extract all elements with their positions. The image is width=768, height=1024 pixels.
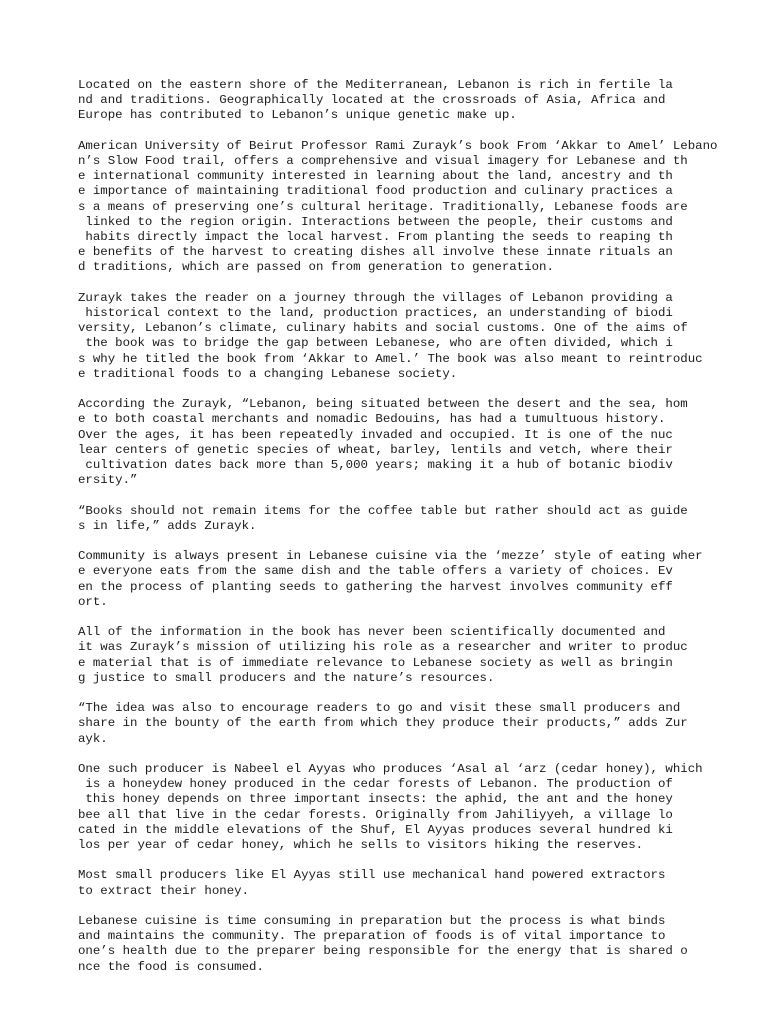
text-line: n’s Slow Food trail, offers a comprehensive and visual imagery for Lebanese and th — [78, 154, 688, 168]
text-line: Europe has contributed to Lebanon’s unique genetic make up. — [78, 108, 517, 123]
text-line: versity, Lebanon’s climate, culinary habits and social customs. One of the aims of — [78, 321, 688, 336]
text-line: e material that is of immediate relevance to Lebanese society as well as bringin — [78, 655, 673, 670]
paragraph — [78, 701, 748, 747]
document-body — [78, 78, 748, 990]
text-line: to extract their honey. — [78, 883, 250, 898]
text-line: d traditions, which are passed on from generation to generation. — [78, 260, 554, 275]
paragraph — [78, 397, 748, 488]
text-line: Over the ages, it has been repeatedly invaded and occupied. It is one of the nuc — [78, 427, 673, 442]
text-line: it was Zurayk’s mission of utilizing his role as a researcher and writer to produc — [78, 640, 688, 655]
text-line: One such producer is Nabeel el Ayyas who produces ‘Asal al ‘arz (cedar honey), which — [78, 762, 703, 777]
text-line: Zurayk takes the reader on a journey through the villages of Lebanon providing a — [78, 290, 673, 305]
text-line: American University of Beirut Professor Rami Zurayk’s book From ‘Akkar to Amel’ Lebano — [78, 138, 718, 153]
text-line: Community is always present in Lebanese cuisine via the ‘mezze’ style of eating wher — [78, 549, 703, 564]
text-line: “The idea was also to encourage readers to go and visit these small producers and — [78, 701, 681, 716]
paragraph — [78, 78, 748, 124]
text-line: Located on the eastern shore of the Mediterranean, Lebanon is rich in fertile la — [78, 78, 673, 92]
text-line: g justice to small producers and the nature’s resources. — [78, 670, 495, 685]
text-line: All of the information in the book has never been scientifically documented and — [78, 625, 666, 640]
text-line: e international community interested in learning about the land, ancestry and th — [78, 169, 673, 184]
text-line: s a means of preserving one’s cultural heritage. Traditionally, Lebanese foods are — [78, 199, 688, 214]
text-line: los per year of cedar honey, which he sells to visitors hiking the reserves. — [78, 838, 644, 853]
text-line: e everyone eats from the same dish and the table offers a variety of choices. Ev — [78, 564, 673, 579]
text-line: en the process of planting seeds to gathering the harvest involves community eff — [78, 579, 673, 594]
text-line: nd and traditions. Geographically located at the crossroads of Asia, Africa and — [78, 93, 666, 108]
paragraph — [78, 139, 748, 276]
text-line: and maintains the community. The preparation of foods is of vital importance to — [78, 929, 666, 944]
paragraph — [78, 762, 748, 853]
text-line: lear centers of genetic species of wheat, barley, lentils and vetch, where their — [78, 442, 673, 457]
text-line: e traditional foods to a changing Lebanese society. — [78, 366, 458, 381]
text-line: one’s health due to the preparer being responsible for the energy that is shared o — [78, 944, 688, 959]
text-line: ersity.” — [78, 473, 138, 488]
paragraph — [78, 868, 748, 898]
text-line: habits directly impact the local harvest. From planting the seeds to reaping th — [78, 230, 673, 245]
paragraph — [78, 549, 748, 610]
paragraph — [78, 504, 748, 534]
text-line: ayk. — [78, 731, 108, 746]
text-line: ort. — [78, 594, 108, 609]
text-line: the book was to bridge the gap between Lebanese, who are often divided, which i — [78, 336, 673, 351]
text-line: share in the bounty of the earth from which they produce their products,” adds Zur — [78, 716, 688, 731]
text-line: Most small producers like El Ayyas still use mechanical hand powered extractors — [78, 868, 666, 883]
text-line: s why he titled the book from ‘Akkar to Amel.’ The book was also meant to reintroduc — [78, 351, 703, 366]
text-line: e importance of maintaining traditional food production and culinary practices a — [78, 184, 673, 199]
paragraph — [78, 914, 748, 975]
text-line: this honey depends on three important insects: the aphid, the ant and the honey — [78, 792, 673, 807]
text-line: cated in the middle elevations of the Shuf, El Ayyas produces several hundred ki — [78, 822, 673, 837]
text-line: e benefits of the harvest to creating dishes all involve these innate rituals an — [78, 245, 673, 260]
text-line: nce the food is consumed. — [78, 959, 264, 974]
text-line: cultivation dates back more than 5,000 years; making it a hub of botanic biodiv — [78, 458, 673, 473]
text-line: bee all that live in the cedar forests. Originally from Jahiliyyeh, a village lo — [78, 807, 673, 822]
text-line: linked to the region origin. Interactions between the people, their customs and — [78, 214, 673, 229]
text-line: is a honeydew honey produced in the cedar forests of Lebanon. The production of — [78, 777, 673, 792]
text-line: “Books should not remain items for the coffee table but rather should act as guide — [78, 503, 688, 518]
text-line: Lebanese cuisine is time consuming in preparation but the process is what binds — [78, 914, 666, 929]
text-line: e to both coastal merchants and nomadic Bedouins, has had a tumultuous history. — [78, 412, 666, 427]
paragraph — [78, 291, 748, 382]
paragraph — [78, 625, 748, 686]
text-line: According the Zurayk, “Lebanon, being situated between the desert and the sea, hom — [78, 397, 688, 412]
text-line: s in life,” adds Zurayk. — [78, 518, 257, 533]
text-line: historical context to the land, production practices, an understanding of biodi — [78, 306, 673, 321]
